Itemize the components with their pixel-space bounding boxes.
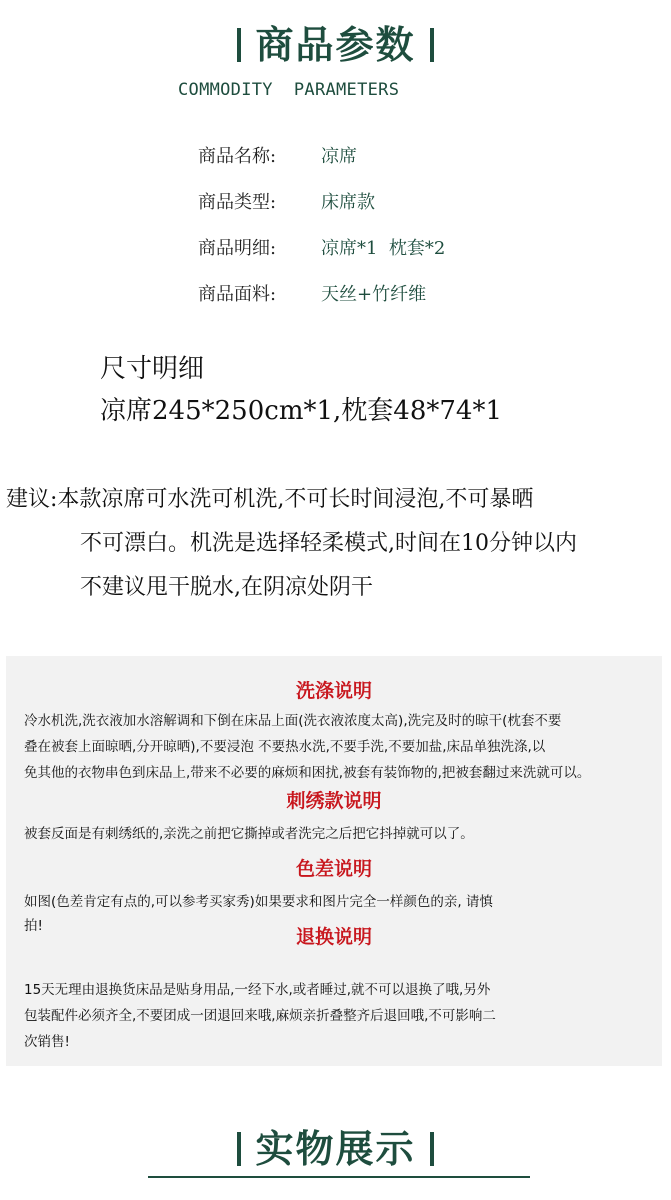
color-title: 色差说明 [295, 858, 372, 880]
advice-line: 不可漂白。机洗是选择轻柔模式,时间在10分钟以内 [80, 531, 577, 556]
advice-line: 不建议甩干脱水,在阴凉处阴干 [80, 575, 373, 600]
heading-left-bar [237, 28, 241, 62]
param-label: 商品明细: [198, 238, 277, 259]
param-row-name [198, 142, 357, 168]
care-advice [6, 478, 577, 610]
color-line: 如图(色差肯定有点的,可以参考买家秀)如果要求和图片完全一样颜色的亲, 请慎 [24, 894, 493, 910]
param-value: 天丝+竹纤维 [321, 284, 427, 305]
params-subtitle: COMMODITY PARAMETERS [178, 80, 400, 100]
color-line: 拍! [24, 918, 43, 934]
advice-line: 建议:本款凉席可水洗可机洗,不可长时间浸泡,不可暴晒 [6, 487, 534, 512]
washing-title: 洗涤说明 [295, 680, 372, 702]
embroidery-line: 被套反面是有刺绣纸的,亲洗之前把它撕掉或者洗完之后把它抖掉就可以了。 [24, 826, 474, 842]
param-label: 商品面料: [198, 284, 277, 305]
washing-line: 免其他的衣物串色到床品上,带来不必要的麻烦和困扰,被套有装饰物的,把被套翻过来洗就可以。 [24, 765, 591, 781]
param-label: 商品名称: [198, 146, 277, 167]
param-value: 凉席 [321, 146, 357, 167]
embroidery-title: 刺绣款说明 [286, 790, 382, 812]
param-row-fabric [198, 280, 426, 306]
display-heading [0, 1118, 671, 1173]
return-title: 退换说明 [295, 926, 372, 948]
return-line: 15天无理由退换货床品是贴身用品,一经下水,或者睡过,就不可以退换了哦,另外 [24, 982, 491, 998]
return-line: 包装配件必须齐全,不要团成一团退回来哦,麻烦亲折叠整齐后退回哦,不可影响二 [24, 1008, 496, 1024]
washing-line: 叠在被套上面晾晒,分开晾晒),不要浸泡 不要热水洗,不要手洗,不要加盐,床品单独洗涤,以 [24, 739, 546, 755]
notice-panel [6, 656, 662, 1066]
params-title: 商品参数 [255, 23, 416, 67]
heading-right-bar [430, 28, 434, 62]
param-row-detail [198, 234, 445, 260]
display-title: 实物展示 [255, 1127, 416, 1171]
heading-right-bar [430, 1132, 434, 1166]
return-line: 次销售! [24, 1034, 70, 1050]
param-value: 凉席*1 枕套*2 [321, 238, 446, 259]
size-title: 尺寸明细 [100, 354, 205, 384]
size-detail: 凉席245*250cm*1,枕套48*74*1 [100, 396, 502, 426]
param-label: 商品类型: [198, 192, 277, 213]
param-value: 床席款 [321, 192, 375, 213]
params-heading [0, 14, 671, 69]
param-row-type [198, 188, 375, 214]
heading-left-bar [237, 1132, 241, 1166]
size-block [100, 348, 502, 432]
heading-underline [148, 1176, 530, 1178]
washing-line: 冷水机洗,洗衣液加水溶解调和下倒在床品上面(洗衣液浓度太高),洗完及时的晾干(枕套不要 [24, 713, 562, 729]
